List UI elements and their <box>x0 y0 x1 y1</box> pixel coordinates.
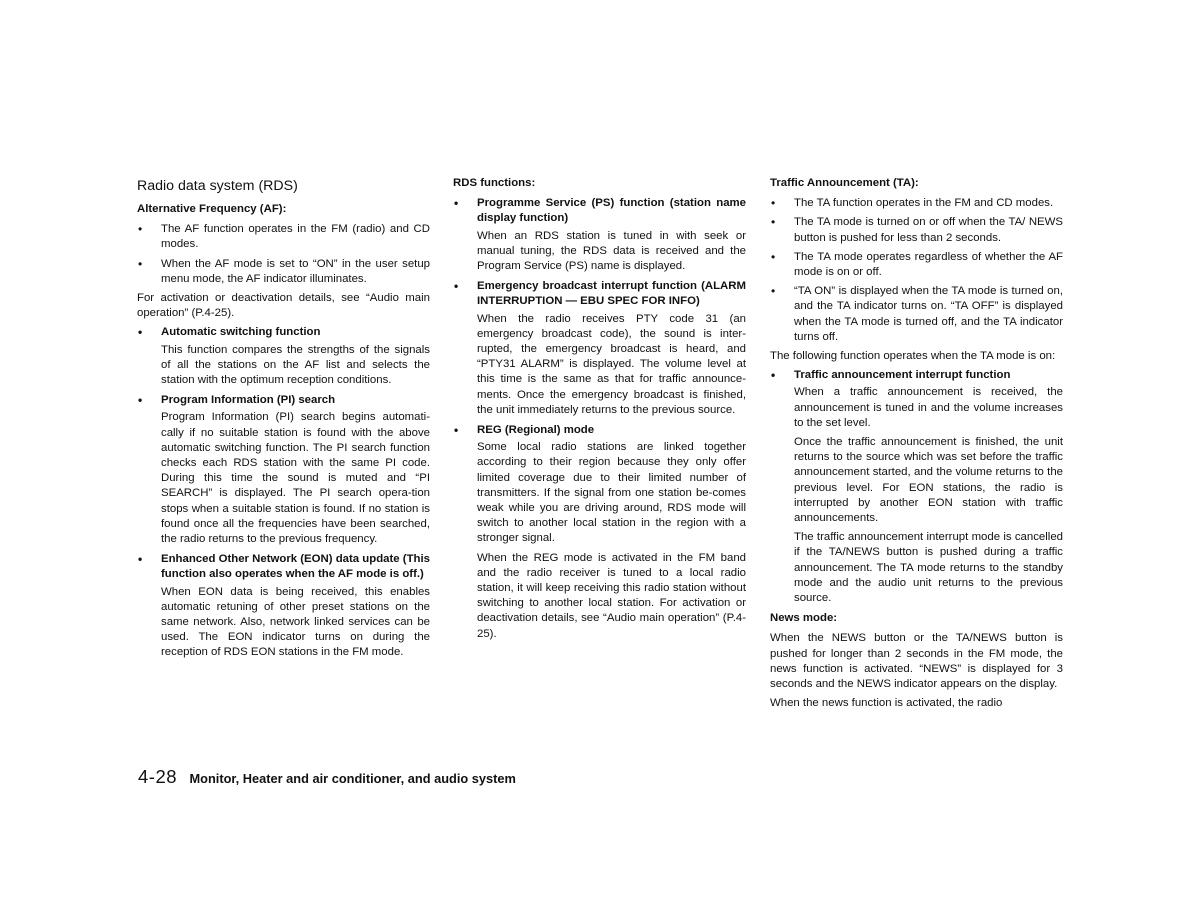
item-heading: • Enhanced Other Network (EON) data update (This function also operates when the AF mode is off.) <box>137 552 430 582</box>
item-body: Some local radio stations are linked together according to their region because they only offer limited coverage due to their limited number of transmitters. If the signal from one station be-comes weak while you are driving around, RDS mode will switch to another local station in the region with a stronger signal. <box>477 441 746 545</box>
item-heading: • Program Information (PI) search <box>137 393 430 408</box>
ta-bullet: • The TA function operates in the FM and CD modes. <box>770 196 1063 211</box>
ta-note: The following function operates when the TA mode is on: <box>770 350 1056 363</box>
news-body: When the NEWS button or the TA/NEWS button is pushed for longer than 2 seconds in the FM mode, the news function is activated. “NEWS” is displayed for 3 seconds and the NEWS indicator appears on the display. <box>770 632 1063 691</box>
af-bullet: • The AF function operates in the FM (radio) and CD modes. <box>137 222 430 252</box>
ta-bullet: • The TA mode is turned on or off when the TA/ NEWS button is pushed for less than 2 seconds. <box>770 215 1063 245</box>
item-body: This function compares the strengths of the signals of all the stations on the AF list and selects the station with the optimum reception conditions. <box>161 343 430 387</box>
ta-bullet: • “TA ON” is displayed when the TA mode is turned on, and the TA indicator turns on. “TA OFF” is displayed when the TA mode is turned off, and the TA indicator turns off. <box>770 284 1063 345</box>
list-item <box>453 423 746 642</box>
news-body: When the news function is activated, the radio <box>770 697 1003 710</box>
ta-heading: Traffic Announcement (TA): <box>770 177 919 189</box>
ta-bullet: • The TA mode operates regardless of whether the AF mode is on or off. <box>770 250 1063 280</box>
item-heading: • Emergency broadcast interrupt function (ALARM INTERRUPTION — EBU SPEC FOR INFO) <box>453 279 746 309</box>
item-body: When a traffic announcement is received, the announcement is tuned in and the volume increases to the set level. <box>794 386 1063 429</box>
item-body: When the radio receives PTY code 31 (an emergency broadcast code), the sound is inter-rupted, the emergency broadcast is heard, and “PTY31 ALARM” is displayed. The volume level at this time is the same as that for traffic announce-ments. Once the emergency broadcast is finished, the unit immediately returns to the previous source. <box>477 312 746 416</box>
af-bullet: • When the AF mode is set to “ON” in the user setup menu mode, the AF indicator illuminates. <box>137 257 430 287</box>
item-body: When an RDS station is tuned in with seek or manual tuning, the RDS data is received and the Program Service (PS) name is displayed. <box>477 229 746 273</box>
af-heading: Alternative Frequency (AF): <box>137 203 287 215</box>
page-number: 4-28 <box>138 766 178 787</box>
rds-functions-heading: RDS functions: <box>453 177 536 189</box>
item-body: The traffic announcement interrupt mode is cancelled if the TA/NEWS button is pushed during a traffic announcement. The TA mode returns to the standby mode and the audio unit returns to the previous source. <box>794 531 1063 605</box>
column-3 <box>770 176 1063 716</box>
column-1 <box>137 176 430 666</box>
item-body: When EON data is being received, this enables automatic retuning of other preset stations on the same network. Also, network linked services can be used. The EON indicator turns on during the reception of RDS EON stations in the FM mode. <box>161 585 430 659</box>
item-body: Program Information (PI) search begins automati-cally if no suitable station is found with the above automatic switching function. The PI search function checks each RDS station with the same PI code. During this time the sound is muted and “PI SEARCH” is displayed. The PI search opera-tion stops when a suitable station is found. If no station is found once all the frequencies have been searched, the radio returns to the previous frequency. <box>161 411 430 546</box>
item-body: When the REG mode is activated in the FM band and the radio receiver is tuned to a local radio station, it will keep receiving this radio station without switching to another local station. For activation or deactivation details, see “Audio main operation” (P.4-25). <box>477 551 746 640</box>
list-item <box>453 196 746 274</box>
section-title: Radio data system (RDS) <box>137 178 298 194</box>
column-2 <box>453 176 746 647</box>
news-heading: News mode: <box>770 612 838 625</box>
item-heading: • Automatic switching function <box>137 325 430 340</box>
item-heading: • Traffic announcement interrupt function <box>770 368 1063 383</box>
af-note: For activation or deactivation details, see “Audio main operation” (P.4-25). <box>137 292 430 320</box>
item-heading: • REG (Regional) mode <box>453 423 746 438</box>
item-heading: • Programme Service (PS) function (station name display function) <box>453 196 746 226</box>
item-body: Once the traffic announcement is finished, the unit returns to the source which was set before the traffic announcement started, and the volume returns to the previous level. For EON stations, the radio is interrupted by another EON station with traffic announcements. <box>794 436 1063 525</box>
list-item <box>137 325 430 388</box>
list-item <box>453 279 746 418</box>
chapter-title: Monitor, Heater and air conditioner, and audio system <box>189 771 516 786</box>
list-item <box>137 393 430 547</box>
page-footer <box>138 766 738 788</box>
list-item <box>137 552 430 660</box>
list-item <box>770 368 1063 606</box>
